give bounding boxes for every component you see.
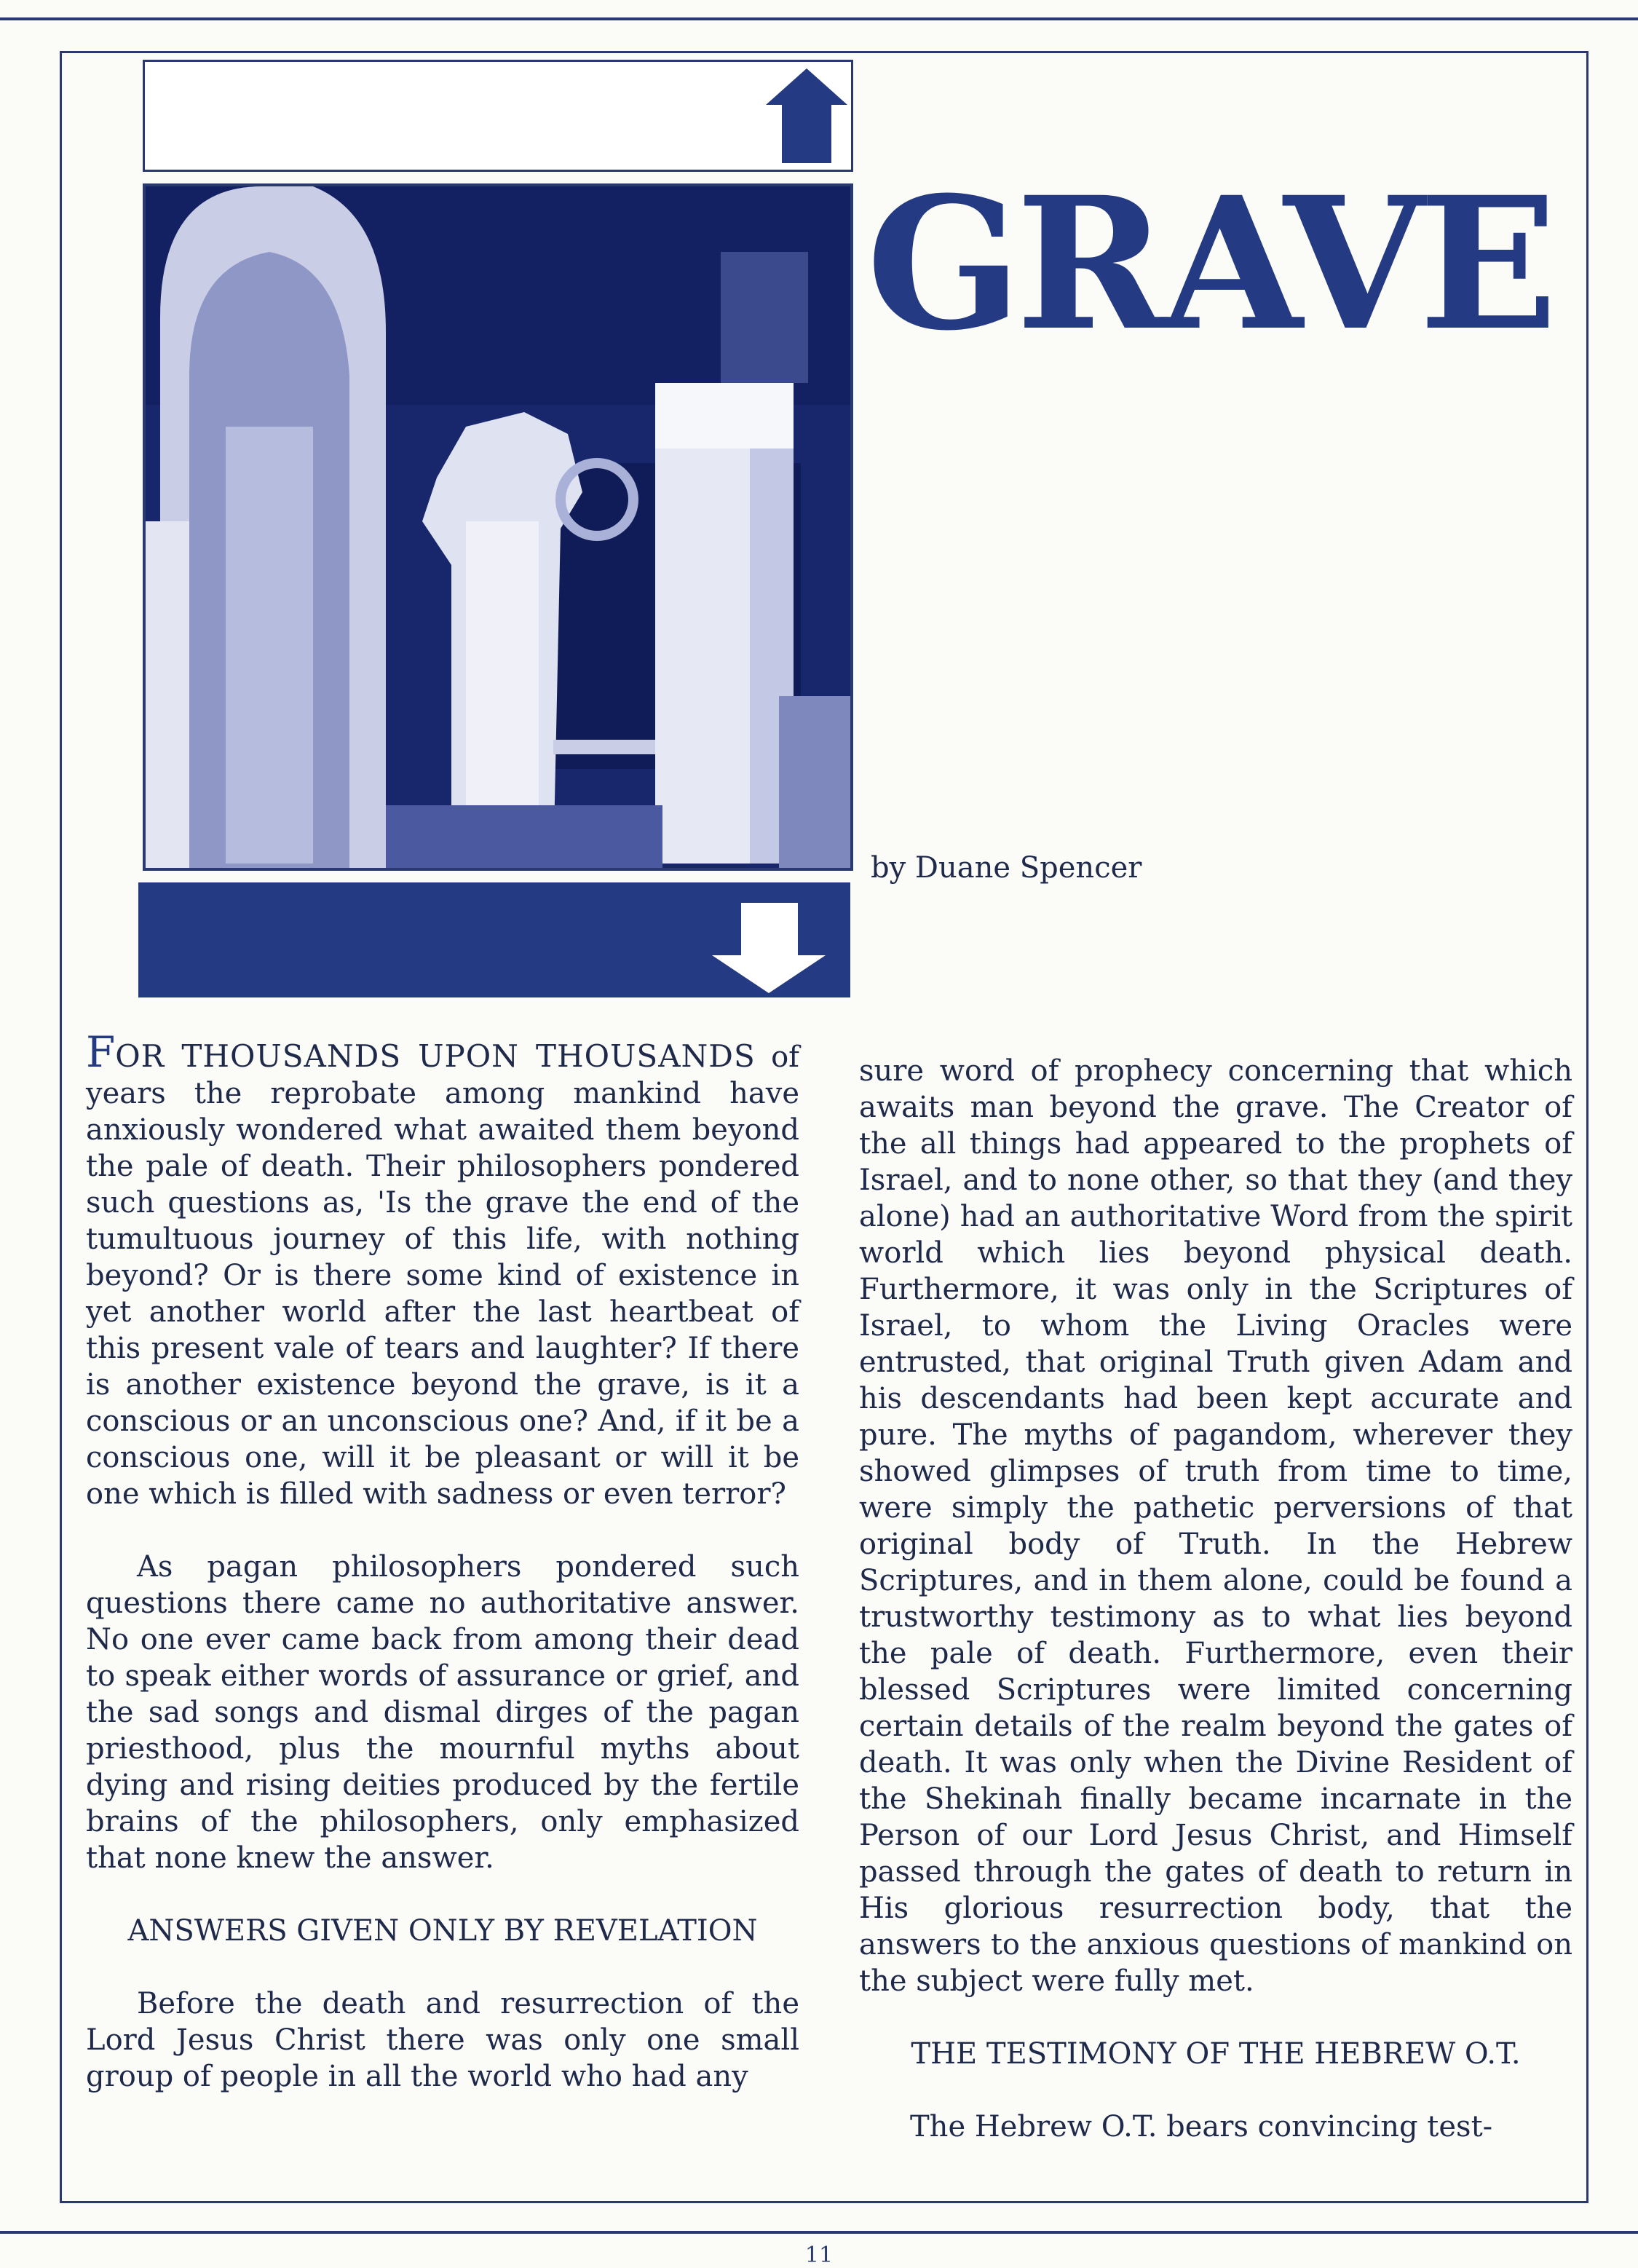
left-column — [86, 1027, 799, 2095]
drop-cap: F — [86, 1027, 116, 1077]
byline: by Duane Spencer — [871, 851, 1142, 885]
down-arrow-icon — [138, 882, 850, 997]
section-heading-revelation: ANSWERS GIVEN ONLY BY REVELATION — [127, 1914, 758, 1948]
section-heading-hebrew-ot: THE TESTIMONY OF THE HEBREW O.T. — [911, 2037, 1521, 2071]
up-arrow-icon — [143, 60, 853, 172]
opening-caps: OR THOUSANDS UPON THOUSANDS — [115, 1038, 756, 1074]
top-rule — [0, 17, 1638, 20]
left-paragraph-1 — [86, 1027, 799, 1512]
right-paragraph-2: The Hebrew O.T. bears convincing test- — [910, 2110, 1493, 2143]
left-paragraph-3: Before the death and resurrection of the Lord Jesus Christ there was only one small group of people in all the world who had any — [86, 1987, 799, 2093]
left-paragraph-2: As pagan philosophers pondered such questions there came no authoritative answer. No one ever came back from among their dead to speak either words of assurance or grief, and the sad songs and dismal dirges of the pagan priesthood, plus the mournful myths about dying and rising deities produced by the fertile brains of the philosophers, only emphasized that none knew the answer. — [86, 1550, 799, 1875]
bottom-rule — [0, 2231, 1638, 2234]
right-column — [859, 1053, 1572, 2145]
right-paragraph-1: sure word of prophecy concerning that which awaits man beyond the grave. The Creator of the all things had appeared to the prophets of Israel, and to none other, so that they (and they alone) had an authoritative Word from the spirit world which lies beyond physical death. Furthermore, it was only in the Scriptures of Israel, to whom the Living Oracles were entrusted, that original Truth given Adam and his descendants had been kept accurate and pure. The myths of pagandom, wherever they showed glimpses of truth from time to time, were simply the pathetic perversions of that original body of Truth. In the Hebrew Scriptures, and in them alone, could be found a trustworthy testimony as to what lies beyond the pale of death. Furthermore, even their blessed Scriptures were limited concerning certain details of the realm beyond the gates of death. It was only when the Divine Resident of the Shekinah finally became incarnate in the Person of our Lord Jesus Christ, and Himself passed through the gates of death to return in His glorious resurrection body, that the answers to the anxious questions of mankind on the subject were fully met. — [859, 1054, 1572, 1998]
page-number: 11 — [804, 2243, 834, 2268]
left-paragraph-1-text: of years the reprobate among mankind have anxiously wondered what awaited them beyond the pale of death. Their philosophers pondered such questions as, 'Is the grave the end of the tumultuous journey of this life, with nothing beyond? Or is there some kind of existence in yet another world after the last heartbeat of this present vale of tears and laughter? If there is another existence beyond the grave, is it a conscious or an unconscious one? And, if it be a conscious one, will it be pleasant or will it be one which is filled with sadness or even terror? — [86, 1040, 799, 1511]
article-title: GRAVE — [866, 157, 1552, 371]
footer-bar — [138, 882, 850, 997]
cemetery-headstones-photo — [143, 183, 853, 871]
header-box — [143, 60, 853, 172]
